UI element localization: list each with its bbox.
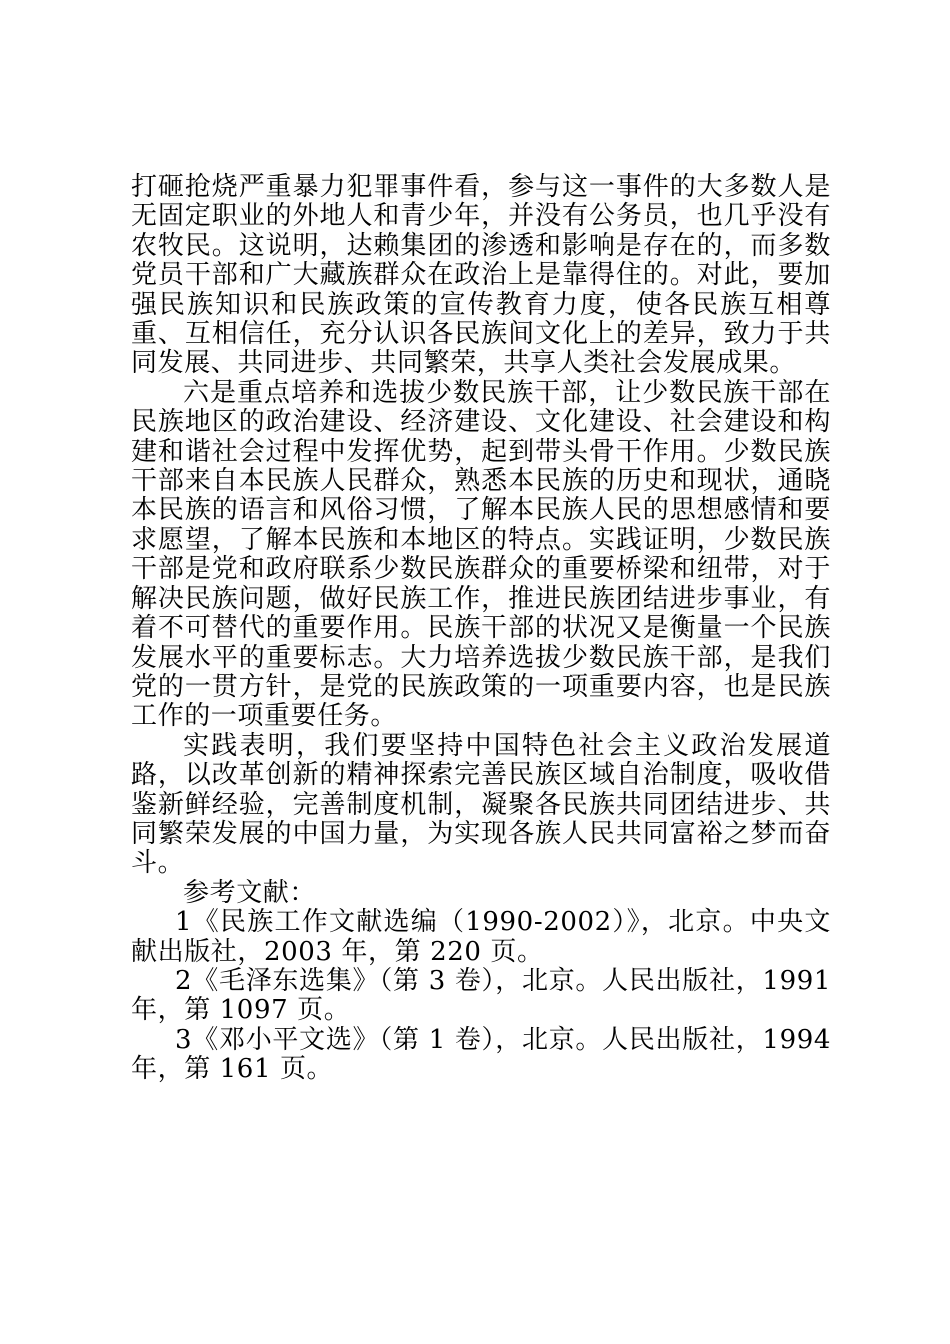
paragraph-cadre-training: 六是重点培养和选拔少数民族干部，让少数民族干部在民族地区的政治建设、经济建设、文化建设、社会建设和构建和谐社会过程中发挥优势，起到带头骨干作用。少数民族干部来自本民族人民群众，熟悉本民族的历史和现状，通晓本民族的语言和风俗习惯，了解本民族人民的思想感情和要求愿望，了解本民族和本地区的特点。实践证明，少数民族干部是党和政府联系少数民族群众的重要桥梁和纽带，对于解决民族问题，做好民族工作，推进民族团结进步事业，有着不可替代的重要作用。民族干部的状况又是衡量一个民族发展水平的重要标志。大力培养选拔少数民族干部，是我们党的一贯方针，是党的民族政策的一项重要内容，也是民族工作的一项重要任务。 bbox=[131, 377, 831, 732]
reference-item: 1《民族工作文献选编（1990-2002）》，北京。中央文献出版社，2003 年，第 220 页。 bbox=[131, 907, 831, 967]
paragraph-conclusion: 实践表明，我们要坚持中国特色社会主义政治发展道路，以改革创新的精神探索完善民族区域自治制度，吸收借鉴新鲜经验，完善制度机制，凝聚各民族共同团结进步、共同繁荣发展的中国力量，为实现各族人民共同富裕之梦而奋斗。 bbox=[131, 730, 831, 879]
paragraph-continued: 打砸抢烧严重暴力犯罪事件看，参与这一事件的大多数人是无固定职业的外地人和青少年，并没有公务员，也几乎没有农牧民。这说明，达赖集团的渗透和影响是存在的，而多数党员干部和广大藏族群众在政治上是靠得住的。对此，要加强民族知识和民族政策的宣传教育力度，使各民族互相尊重、互相信任，充分认识各民族间文化上的差异，致力于共同发展、共同进步、共同繁荣，共享人类社会发展成果。 bbox=[131, 172, 831, 379]
references-heading: 参考文献： bbox=[183, 877, 317, 908]
document-body bbox=[131, 173, 831, 1085]
reference-item: 2《毛泽东选集》（第 3 卷），北京。人民出版社，1991 年，第 1097 页。 bbox=[131, 965, 831, 1026]
reference-item: 3《邓小平文选》（第 1 卷），北京。人民出版社，1994 年，第 161 页。 bbox=[131, 1024, 831, 1085]
